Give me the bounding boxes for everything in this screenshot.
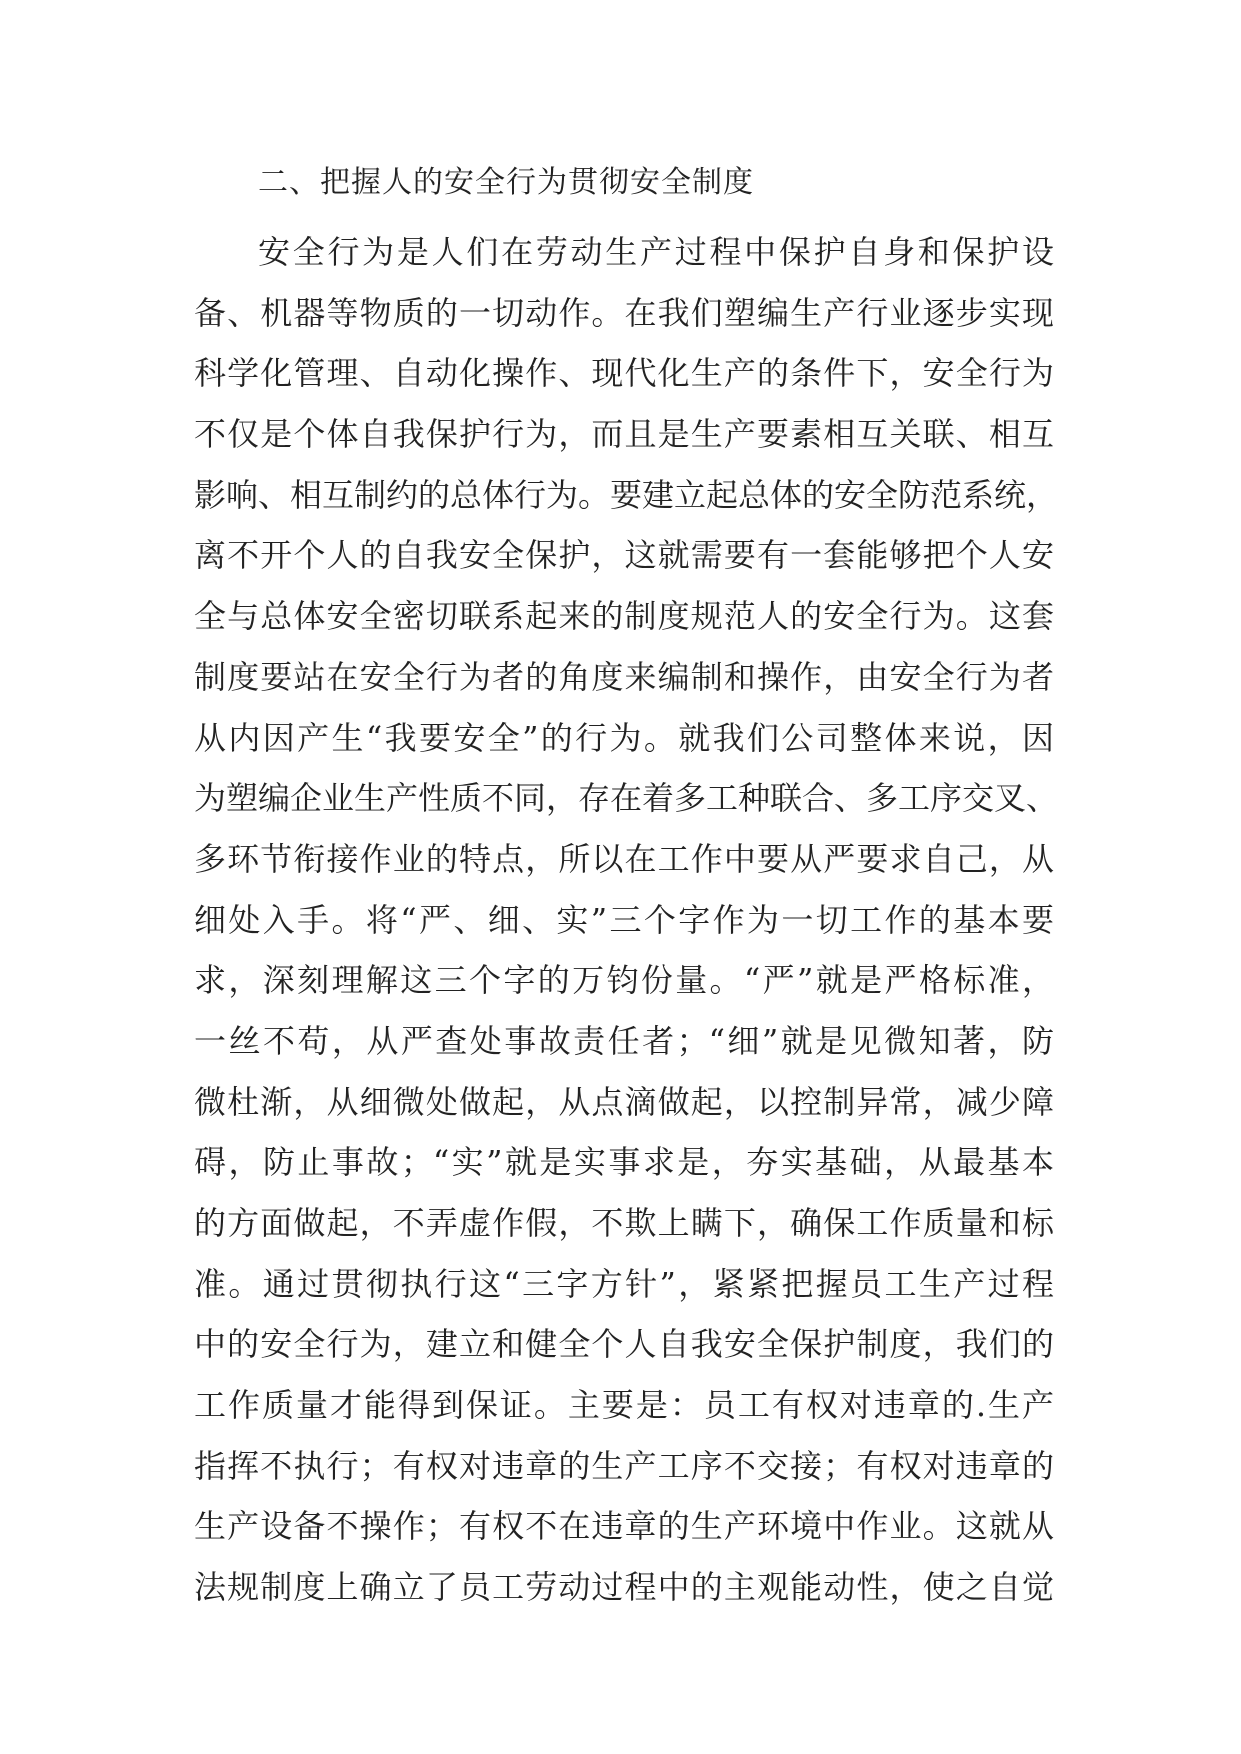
text-line: 从内因产生“我要安全”的行为。就我们公司整体来说，因	[194, 718, 1054, 757]
text-line: 影响、相互制约的总体行为。要建立起总体的安全防范系统，	[194, 475, 1059, 514]
text-line: 法规制度上确立了员工劳动过程中的主观能动性，使之自觉	[194, 1568, 1054, 1607]
text-line: 制度要站在安全行为者的角度来编制和操作，由安全行为者	[194, 657, 1054, 696]
text-line: 备、机器等物质的一切动作。在我们塑编生产行业逐步实现	[194, 293, 1054, 332]
text-line: 中的安全行为，建立和健全个人自我安全保护制度，我们的	[194, 1325, 1054, 1364]
text-line: 的方面做起，不弄虚作假，不欺上瞒下，确保工作质量和标	[194, 1204, 1054, 1242]
text-line: 多环节衔接作业的特点，所以在工作中要从严要求自己，从	[194, 839, 1054, 878]
text-line: 微杜渐，从细微处做起，从点滴做起，以控制异常，减少障	[194, 1082, 1054, 1121]
text-line: 碍，防止事故；“实”就是实事求是，夯实基础，从最基本	[194, 1143, 1054, 1182]
text-line: 全与总体安全密切联系起来的制度规范人的安全行为。这套	[194, 597, 1054, 636]
text-line: 求，深刻理解这三个字的万钧份量。“严”就是严格标准，	[194, 961, 1054, 1000]
text-line: 不仅是个体自我保护行为，而且是生产要素相互关联、相互	[194, 415, 1054, 454]
text-line: 科学化管理、自动化操作、现代化生产的条件下，安全行为	[194, 354, 1054, 393]
text-line: 指挥不执行；有权对违章的生产工序不交接；有权对违章的	[194, 1446, 1054, 1485]
section-heading: 二、把握人的安全行为贯彻安全制度	[258, 165, 754, 200]
text-line: 一丝不苟，从严查处事故责任者；“细”就是见微知著，防	[194, 1021, 1054, 1060]
body-paragraph	[194, 222, 1059, 1618]
text-line: 工作质量才能得到保证。主要是：员工有权对违章的.生产	[194, 1386, 1054, 1425]
text-line: 生产设备不操作；有权不在违章的生产环境中作业。这就从	[194, 1507, 1054, 1546]
text-line: 准。通过贯彻执行这“三字方针”，紧紧把握员工生产过程	[194, 1264, 1054, 1303]
text-line: 离不开个人的自我安全保护，这就需要有一套能够把个人安	[194, 536, 1054, 575]
text-line: 为塑编企业生产性质不同，存在着多工种联合、多工序交叉、	[194, 779, 1059, 818]
text-line: 细处入手。将“严、细、实”三个字作为一切工作的基本要	[194, 900, 1054, 939]
text-line: 安全行为是人们在劳动生产过程中保护自身和保护设	[258, 233, 1054, 271]
